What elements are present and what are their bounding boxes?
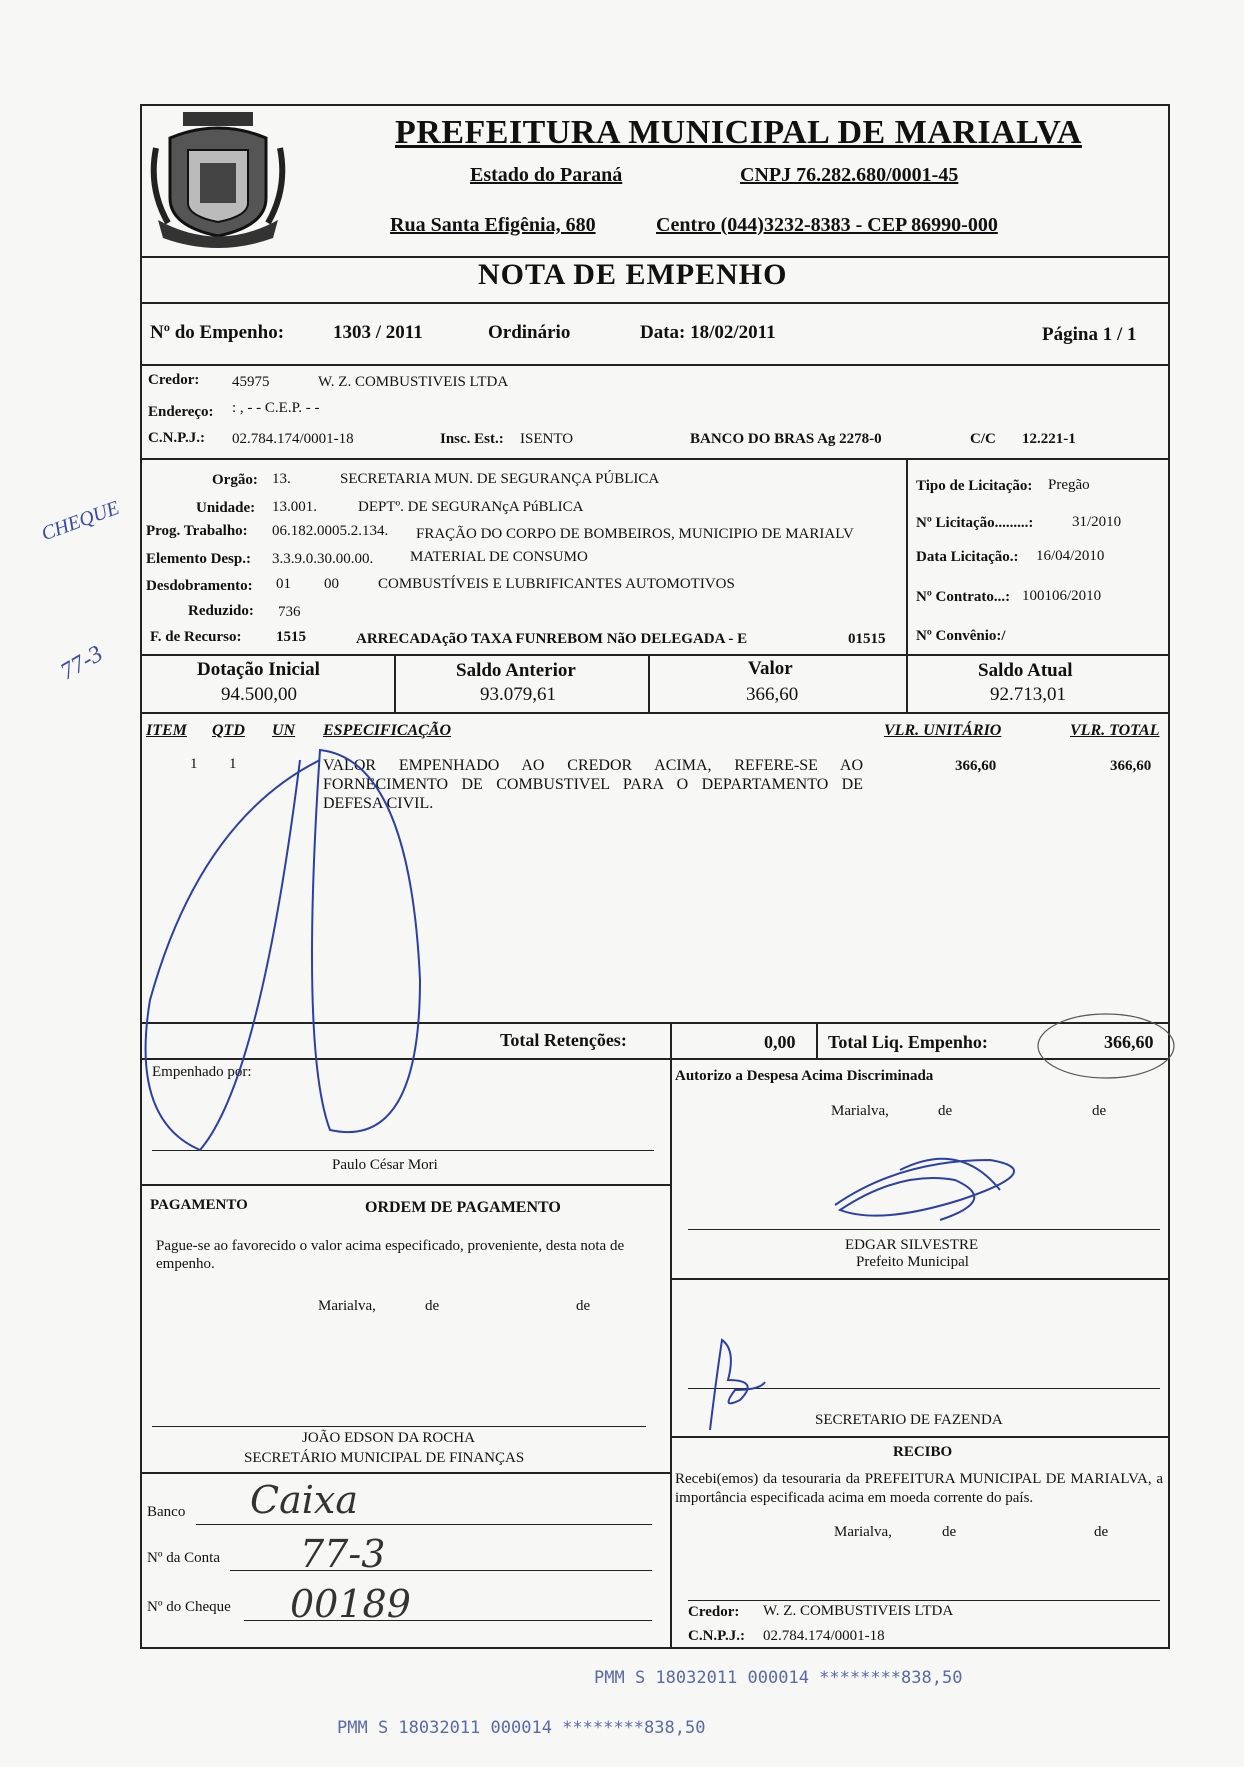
prefeito-role: Prefeito Municipal bbox=[856, 1254, 969, 1270]
divider bbox=[140, 654, 1170, 656]
document-title: NOTA DE EMPENHO bbox=[478, 258, 788, 291]
recibo-text: Recebi(emos) da tesouraria da PREFEITURA MUNICIPAL DE MARIALVA, a importância especificada acima em moeda corrente do país. bbox=[675, 1471, 1163, 1506]
credor-label: Credor: bbox=[148, 372, 200, 388]
reduzido-value: 736 bbox=[278, 604, 301, 620]
financas-name: JOÃO EDSON DA ROCHA bbox=[302, 1430, 475, 1446]
item-unit-price: 366,60 bbox=[955, 758, 997, 774]
autorizo-heading: Autorizo a Despesa Acima Discriminada bbox=[675, 1068, 934, 1084]
contrato-value: 100106/2010 bbox=[1022, 588, 1102, 604]
recibo-heading: RECIBO bbox=[893, 1444, 953, 1460]
signature-line bbox=[688, 1229, 1160, 1230]
recibo-cnpj: 02.784.174/0001-18 bbox=[763, 1628, 885, 1644]
ordem-pagamento-heading: ORDEM DE PAGAMENTO bbox=[365, 1199, 561, 1216]
saldo-anterior-label: Saldo Anterior bbox=[456, 660, 576, 681]
address-label: Endereço: bbox=[148, 404, 214, 420]
pagamento-heading: PAGAMENTO bbox=[150, 1197, 248, 1213]
recurso-label: F. de Recurso: bbox=[150, 629, 242, 645]
conta-line bbox=[230, 1570, 652, 1571]
divider bbox=[140, 364, 1170, 366]
recurso-code: 1515 bbox=[276, 629, 306, 645]
cnpj-label: C.N.P.J.: bbox=[148, 430, 205, 446]
total-liquido-label: Total Liq. Empenho: bbox=[828, 1032, 988, 1052]
banco-line bbox=[196, 1524, 652, 1525]
unidade-name: DEPTº. DE SEGURANçA PúBLICA bbox=[358, 499, 584, 515]
empenho-type: Ordinário bbox=[488, 322, 571, 343]
pague-text: Pague-se ao favorecido o valor acima especificado, proveniente, desta nota de empenho. bbox=[156, 1238, 625, 1272]
saldo-atual-value: 92.713,01 bbox=[990, 684, 1066, 705]
address-value: : , - - C.E.P. - - bbox=[232, 400, 320, 416]
recibo-credor-name: W. Z. COMBUSTIVEIS LTDA bbox=[763, 1603, 954, 1619]
divider bbox=[140, 1058, 1170, 1060]
handwritten-conta: 77-3 bbox=[300, 1532, 386, 1576]
numero-licitacao-value: 31/2010 bbox=[1072, 514, 1122, 530]
handwritten-banco: Caixa bbox=[250, 1478, 358, 1522]
cc-value: 12.221-1 bbox=[1022, 431, 1076, 447]
prog-label: Prog. Trabalho: bbox=[146, 523, 248, 539]
state-label: Estado do Paraná bbox=[470, 164, 623, 186]
numero-licitacao-label: Nº Licitação.........: bbox=[916, 515, 1034, 531]
col-qtd: QTD bbox=[212, 722, 245, 739]
elemento-label: Elemento Desp.: bbox=[146, 551, 251, 567]
divider bbox=[670, 1278, 1170, 1280]
item-total-price: 366,60 bbox=[1110, 758, 1152, 774]
dotacao-value: 94.500,00 bbox=[221, 684, 297, 705]
divider bbox=[394, 654, 396, 712]
insc-label: Insc. Est.: bbox=[440, 431, 504, 447]
col-total: VLR. TOTAL bbox=[1070, 722, 1160, 739]
recibo-marialva: Marialva, bbox=[834, 1524, 892, 1540]
pagamento-de-2: de bbox=[576, 1298, 591, 1314]
data-licitacao-value: 16/04/2010 bbox=[1036, 548, 1105, 564]
tipo-licitacao-label: Tipo de Licitação: bbox=[916, 478, 1033, 494]
desdobramento-label: Desdobramento: bbox=[146, 578, 253, 594]
contrato-label: Nº Contrato...: bbox=[916, 589, 1011, 605]
divider bbox=[670, 1022, 672, 1058]
recibo-de-1: de bbox=[942, 1524, 957, 1540]
orgao-label: Orgão: bbox=[212, 472, 258, 488]
divider bbox=[906, 458, 908, 654]
recurso-name: ARRECADAçãO TAXA FUNREBOM NãO DELEGADA - E bbox=[356, 631, 748, 647]
bank-info: BANCO DO BRAS Ag 2278-0 bbox=[690, 431, 882, 447]
data-licitacao-label: Data Licitação.: bbox=[916, 549, 1019, 565]
recibo-cnpj-label: C.N.P.J.: bbox=[688, 1628, 745, 1644]
autorizo-marialva: Marialva, bbox=[831, 1103, 889, 1119]
retencoes-label: Total Retenções: bbox=[500, 1030, 627, 1050]
page-number: Página 1 / 1 bbox=[1042, 324, 1137, 345]
orgao-code: 13. bbox=[272, 471, 291, 487]
recurso-number: 01515 bbox=[848, 631, 886, 647]
empenho-date: Data: 18/02/2011 bbox=[640, 322, 776, 343]
handwritten-margin-conta: 77-3 bbox=[56, 640, 108, 686]
empenho-number: 1303 / 2011 bbox=[333, 322, 423, 343]
pagamento-marialva: Marialva, bbox=[318, 1298, 376, 1314]
insc-value: ISENTO bbox=[520, 431, 574, 447]
convenio-label: Nº Convênio:/ bbox=[916, 628, 1006, 644]
saldo-anterior-value: 93.079,61 bbox=[480, 684, 556, 705]
coat-of-arms-logo bbox=[148, 108, 288, 253]
divider bbox=[140, 1022, 1170, 1024]
empenhado-label: Empenhado por: bbox=[152, 1064, 252, 1080]
divider bbox=[140, 1184, 670, 1186]
desd-b: 00 bbox=[324, 576, 339, 592]
municipality-title: PREFEITURA MUNICIPAL DE MARIALVA bbox=[395, 114, 1082, 151]
empenhado-name: Paulo César Mori bbox=[332, 1157, 438, 1173]
reduzido-label: Reduzido: bbox=[188, 603, 254, 619]
saldo-atual-label: Saldo Atual bbox=[978, 660, 1073, 681]
valor-value: 366,60 bbox=[746, 684, 799, 705]
secretario-fazenda: SECRETARIO DE FAZENDA bbox=[815, 1412, 1003, 1428]
conta-label: Nº da Conta bbox=[147, 1550, 220, 1566]
elemento-name: MATERIAL DE CONSUMO bbox=[410, 549, 588, 565]
cheque-label: Nº do Cheque bbox=[147, 1599, 231, 1615]
item-number: 1 bbox=[190, 756, 198, 772]
dotacao-label: Dotação Inicial bbox=[197, 659, 320, 680]
signature-line bbox=[152, 1426, 646, 1427]
handwritten-margin-cheque: CHEQUE bbox=[38, 496, 123, 546]
autorizo-de-2: de bbox=[1092, 1103, 1107, 1119]
autorizo-de-1: de bbox=[938, 1103, 953, 1119]
unidade-code: 13.001. bbox=[272, 499, 317, 515]
recibo-credor-label: Credor: bbox=[688, 1604, 740, 1620]
signature-line bbox=[688, 1388, 1160, 1389]
recibo-de-2: de bbox=[1094, 1524, 1109, 1540]
valor-label: Valor bbox=[748, 658, 793, 679]
divider bbox=[648, 654, 650, 712]
tipo-licitacao-value: Pregão bbox=[1048, 477, 1090, 493]
prog-code: 06.182.0005.2.134. bbox=[272, 523, 389, 539]
prog-name: FRAÇÃO DO CORPO DE BOMBEIROS, MUNICIPIO DE MARIALV bbox=[416, 526, 854, 542]
divider bbox=[670, 1058, 672, 1649]
col-spec: ESPECIFICAÇÃO bbox=[323, 722, 452, 739]
credor-name: W. Z. COMBUSTIVEIS LTDA bbox=[318, 374, 509, 390]
retencoes-value: 0,00 bbox=[764, 1032, 796, 1052]
divider bbox=[140, 1472, 670, 1474]
divider bbox=[140, 712, 1170, 714]
credor-code: 45975 bbox=[232, 374, 270, 390]
signature-line bbox=[152, 1150, 654, 1151]
street-address: Rua Santa Efigênia, 680 bbox=[390, 214, 596, 236]
financas-role: SECRETÁRIO MUNICIPAL DE FINANÇAS bbox=[244, 1450, 525, 1466]
signature-line bbox=[688, 1600, 1160, 1601]
col-item: ITEM bbox=[146, 722, 187, 739]
item-description: VALOR EMPENHADO AO CREDOR ACIMA, REFERE-SE AO FORNECIMENTO DE COMBUSTIVEL PARA O DEPARTAMENTO DE DEFESA CIVIL. bbox=[323, 757, 863, 812]
cc-label: C/C bbox=[970, 431, 996, 447]
bank-stamp-2: PMM S 18032011 000014 ********838,50 bbox=[337, 1718, 706, 1738]
unidade-label: Unidade: bbox=[196, 500, 256, 516]
pagamento-de-1: de bbox=[425, 1298, 440, 1314]
banco-label: Banco bbox=[147, 1504, 186, 1520]
divider bbox=[140, 302, 1170, 304]
desdobramento-name: COMBUSTÍVEIS E LUBRIFICANTES AUTOMOTIVOS bbox=[378, 576, 735, 592]
handwritten-cheque: 00189 bbox=[290, 1582, 411, 1626]
col-un: UN bbox=[272, 722, 296, 739]
cnpj-value: 02.784.174/0001-18 bbox=[232, 431, 354, 447]
item-qtd: 1 bbox=[229, 756, 237, 772]
bank-stamp-1: PMM S 18032011 000014 ********838,50 bbox=[594, 1668, 963, 1688]
divider bbox=[670, 1436, 1170, 1438]
contact-line: Centro (044)3232-8383 - CEP 86990-000 bbox=[656, 214, 998, 236]
header-cnpj: CNPJ 76.282.680/0001-45 bbox=[740, 164, 959, 186]
divider bbox=[816, 1022, 818, 1058]
divider bbox=[906, 654, 908, 712]
total-liquido-value: 366,60 bbox=[1104, 1032, 1154, 1052]
empenho-number-label: Nº do Empenho: bbox=[150, 322, 285, 343]
desd-a: 01 bbox=[276, 576, 291, 592]
elemento-code: 3.3.9.0.30.00.00. bbox=[272, 551, 374, 567]
orgao-name: SECRETARIA MUN. DE SEGURANÇA PÚBLICA bbox=[340, 471, 660, 487]
prefeito-name: EDGAR SILVESTRE bbox=[845, 1237, 979, 1253]
col-unit: VLR. UNITÁRIO bbox=[884, 722, 1002, 739]
divider bbox=[140, 458, 1170, 460]
